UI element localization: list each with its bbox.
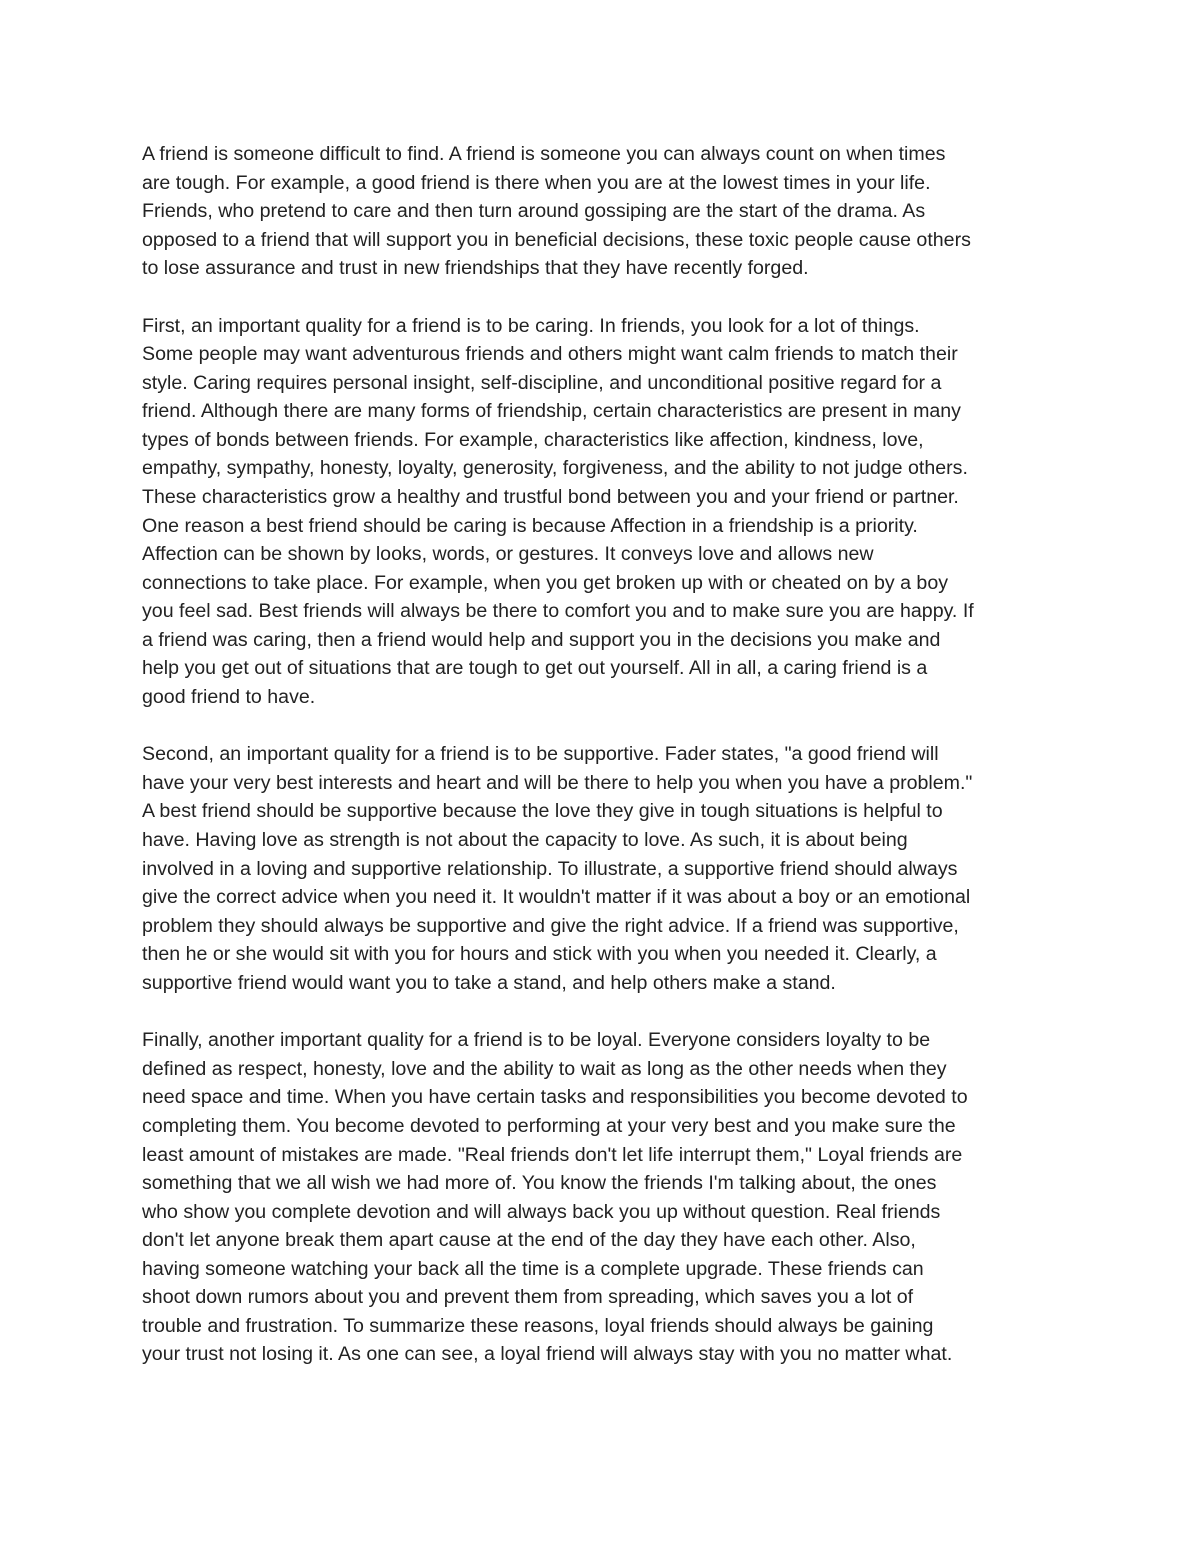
paragraph-caring: First, an important quality for a friend is to be caring. In friends, you look for a lot of things. Some people may want adventurous friends and others might want calm friends to match their style. Caring requires personal insight, self-discipline, and unconditional positive regard for a friend. Although there are many forms of friendship, certain characteristics are present in many types of bonds between friends. For example, characteristics like affection, kindness, love, empathy, sympathy, honesty, loyalty, generosity, forgiveness, and the ability to not judge others. These characteristics grow a healthy and trustful bond between you and your friend or partner. One reason a best friend should be caring is because Affection in a friendship is a priority. Affection can be shown by looks, words, or gestures. It conveys love and allows new connections to take place. For example, when you get broken up with or cheated on by a boy you feel sad. Best friends will always be there to comfort you and to make sure you are happy. If a friend was caring, then a friend would help and support you in the decisions you make and help you get out of situations that are tough to get out yourself. All in all, a caring friend is a good friend to have. — [142, 314, 974, 708]
paragraph-supportive: Second, an important quality for a friend is to be supportive. Fader states, "a good friend will have your very best interests and heart and will be there to help you when you have a problem." A best friend should be supportive because the love they give in tough situations is helpful to have. Having love as strength is not about the capacity to love. As such, it is about being involved in a loving and supportive relationship. To illustrate, a supportive friend should always give the correct advice when you need it. It wouldn't matter if it was about a boy or an emotional problem they should always be supportive and give the right advice. If a friend was supportive, then he or she would sit with you for hours and stick with you when you needed it. Clearly, a supportive friend would want you to take a stand, and help others make a stand. — [142, 743, 973, 994]
essay-body — [142, 140, 1064, 1369]
paragraph-intro: A friend is someone difficult to find. A friend is someone you can always count on when times are tough. For example, a good friend is there when you are at the lowest times in your life. Friends, who pretend to care and then turn around gossiping are the start of the drama. As opposed to a friend that will support you in beneficial decisions, these toxic people cause others to lose assurance and trust in new friendships that they have recently forged. — [142, 143, 971, 280]
paragraph-loyal: Finally, another important quality for a friend is to be loyal. Everyone considers loyalty to be defined as respect, honesty, love and the ability to wait as long as the other needs when they need space and time. When you have certain tasks and responsibilities you become devoted to completing them. You become devoted to performing at your very best and you make sure the least amount of mistakes are made. "Real friends don't let life interrupt them," Loyal friends are something that we all wish we had more of. You know the friends I'm talking about, the ones who show you complete devotion and will always back you up without question. Real friends don't let anyone break them apart cause at the end of the day they have each other. Also, having someone watching your back all the time is a complete upgrade. These friends can shoot down rumors about you and prevent them from spreading, which saves you a lot of trouble and frustration. To summarize these reasons, loyal friends should always be gaining your trust not losing it. As one can see, a loyal friend will always stay with you no matter what. — [142, 1029, 968, 1366]
